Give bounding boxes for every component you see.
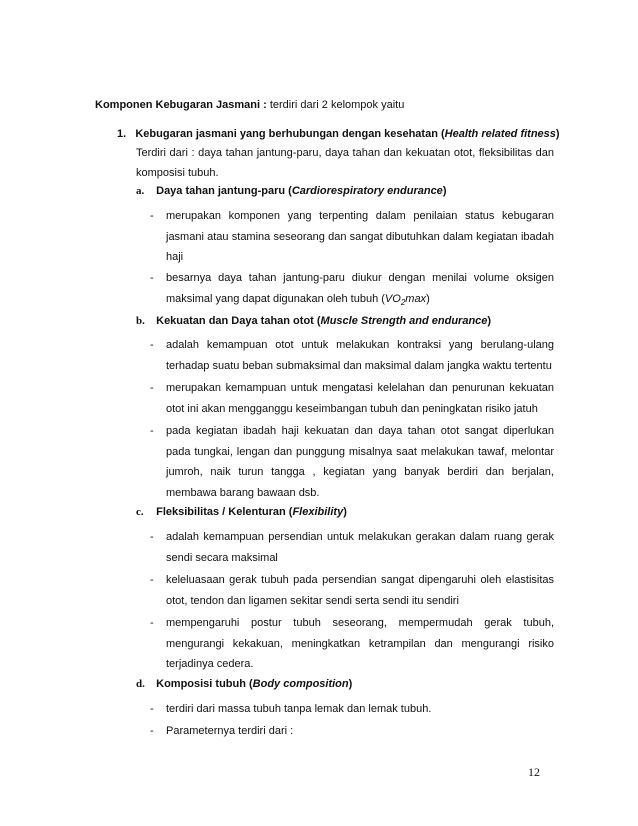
vo2-close: ): [426, 292, 430, 305]
intro-heading: Komponen Kebugaran Jasmani :: [95, 99, 267, 111]
section-b-title: Kekuatan dan Daya tahan otot (: [156, 315, 321, 327]
section-b-heading: [136, 314, 491, 328]
bullet-dash: -: [150, 617, 154, 629]
section-c-title-close: ): [343, 506, 347, 518]
section-c-title-italic: Flexibility: [292, 506, 344, 518]
item1-heading: [117, 127, 560, 141]
bullet-dash: -: [150, 703, 154, 715]
bullet-text: keleluasaan gerak tubuh pada persendian sangat dipengaruhi oleh elastisitas otot, tendon dan ligamen sekitar sendi serta sendi itu sendiri: [166, 574, 554, 607]
section-d-heading: [136, 677, 352, 691]
section-b-title-close: ): [487, 315, 492, 327]
section-d-letter: d.: [136, 678, 145, 690]
item1-heading-italic: Health related fitness: [444, 128, 556, 140]
bullet-text: Parameternya terdiri dari :: [166, 725, 294, 737]
section-d-title-italic: Body composition: [252, 678, 349, 690]
bullet-text: pada kegiatan ibadah haji kekuatan dan daya tahan otot sangat diperlukan pada tungkai, lengan dan punggung misalnya saat melakukan tawaf, melontar jumroh, naik turun tangga , kegiatan yang banyak berdiri dan berjalan, membawa barang bawaan dsb.: [166, 425, 554, 499]
item1-body: Terdiri dari : daya tahan jantung-paru, daya tahan dan kekuatan otot, fleksibilitas dan komposisi tubuh.: [136, 147, 554, 179]
bullet-dash: -: [150, 574, 154, 586]
bullet-text: [166, 268, 554, 313]
item1-heading-plain: Kebugaran jasmani yang berhubungan dengan kesehatan (: [135, 128, 445, 140]
item1-heading-close: ): [555, 128, 560, 140]
bullet-dash: -: [150, 272, 154, 284]
vo2-a: VO: [384, 292, 401, 305]
bullet-dash: -: [150, 531, 154, 543]
section-d-title-close: ): [348, 678, 353, 690]
bullet-text: merupakan kemampuan untuk mengatasi kelelahan dan penurunan kekuatan otot ini akan mengganggu keseimbangan tubuh dan peningkatan risiko jatuh: [166, 382, 554, 415]
bullet-dash: -: [150, 339, 154, 351]
bullet-dash: -: [150, 382, 154, 394]
section-a-title-close: ): [442, 185, 447, 197]
vo2-sub: 2: [400, 297, 406, 307]
intro-rest: terdiri dari 2 kelompok yaitu: [266, 99, 405, 111]
bullet-text-main: besarnya daya tahan jantung-paru diukur dengan menilai volume oksigen maksimal yang dapat digunakan oleh tubuh (: [166, 272, 554, 305]
section-a-letter: a.: [136, 185, 145, 197]
bullet-text: mempengaruhi postur tubuh seseorang, mempermudah gerak tubuh, mengurangi kekakuan, meningkatkan ketrampilan dan mengurangi risiko terjadinya cedera.: [166, 617, 554, 670]
section-c-heading: [136, 505, 347, 519]
section-b-title-italic: Muscle Strength and endurance: [320, 315, 488, 327]
section-c-title: Fleksibilitas / Kelenturan (: [156, 506, 293, 518]
section-a-title: Daya tahan jantung-paru (: [156, 185, 292, 197]
bullet-text: adalah kemampuan persendian untuk melakukan gerakan dalam ruang gerak sendi secara maksimal: [166, 531, 554, 564]
section-a-heading: [136, 184, 446, 198]
intro-line: [95, 98, 565, 112]
bullet-text: adalah kemampuan otot untuk melakukan kontraksi yang berulang-ulang terhadap suatu beban submaksimal dan maksimal dalam jangka waktu tertentu: [166, 339, 554, 372]
bullet-dash: -: [150, 725, 154, 737]
page-number: 12: [528, 765, 540, 779]
bullet-text: terdiri dari massa tubuh tanpa lemak dan lemak tubuh.: [166, 703, 432, 715]
item1-number: 1.: [117, 128, 127, 140]
section-b-letter: b.: [136, 315, 145, 327]
bullet-text: merupakan komponen yang terpenting dalam penilaian status kebugaran jasmani atau stamina seseorang dan sangat dibutuhkan dalam kegiatan ibadah haji: [166, 210, 554, 263]
section-a-title-italic: Cardiorespiratory endurance: [291, 185, 443, 197]
bullet-dash: -: [150, 425, 154, 437]
section-c-letter: c.: [136, 506, 144, 518]
section-d-title: Komposisi tubuh (: [156, 678, 253, 690]
bullet-dash: -: [150, 210, 154, 222]
vo2-b: max: [405, 292, 427, 305]
